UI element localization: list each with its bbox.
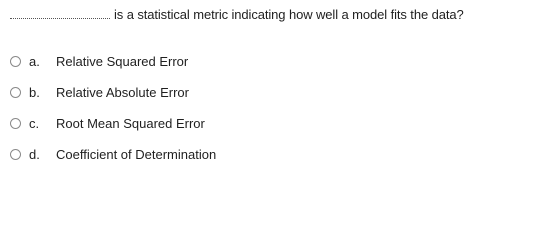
question-prompt bbox=[10, 4, 464, 24]
radio-button-a[interactable] bbox=[10, 56, 21, 67]
option-c[interactable] bbox=[10, 108, 530, 139]
radio-button-c[interactable] bbox=[10, 118, 21, 129]
option-a[interactable] bbox=[10, 46, 530, 77]
option-label: Root Mean Squared Error bbox=[56, 116, 205, 131]
option-label: Relative Absolute Error bbox=[56, 85, 189, 100]
option-letter: b. bbox=[29, 85, 40, 100]
question-text: is a statistical metric indicating how well a model fits the data? bbox=[114, 6, 464, 22]
option-letter: a. bbox=[29, 54, 40, 69]
option-letter: d. bbox=[29, 147, 40, 162]
radio-button-d[interactable] bbox=[10, 149, 21, 160]
fill-in-blank bbox=[10, 18, 110, 19]
option-label: Coefficient of Determination bbox=[56, 147, 217, 162]
option-letter: c. bbox=[29, 116, 40, 131]
answer-options bbox=[10, 46, 530, 170]
option-label: Relative Squared Error bbox=[56, 54, 189, 69]
radio-button-b[interactable] bbox=[10, 87, 21, 98]
option-d[interactable] bbox=[10, 139, 530, 170]
option-b[interactable] bbox=[10, 77, 530, 108]
